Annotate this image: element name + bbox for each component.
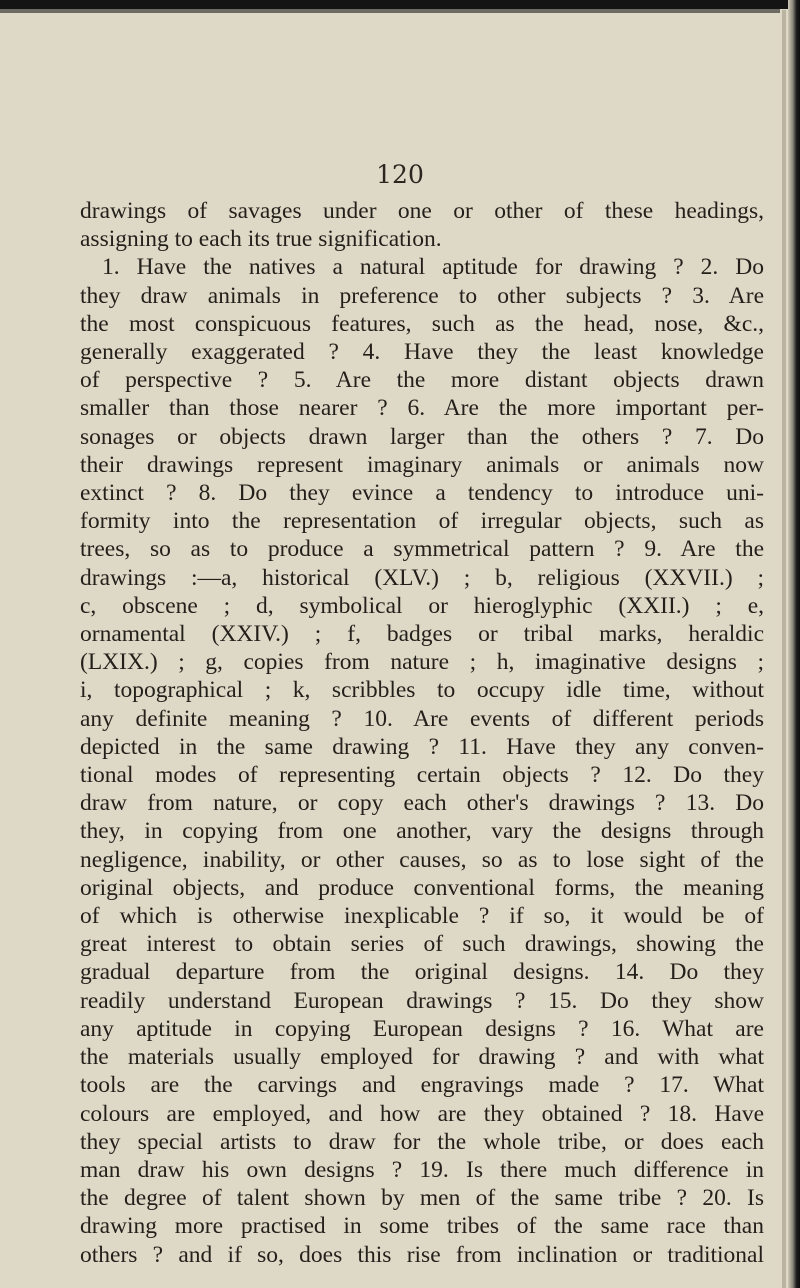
- text-line: smaller than those nearer ? 6. Are the more important per-: [80, 395, 764, 422]
- text-line: formity into the representation of irregular objects, such as: [80, 508, 764, 535]
- text-line: c, obscene ; d, symbolical or hieroglyphic (XXII.) ; e,: [80, 592, 764, 619]
- text-line: of perspective ? 5. Are the more distant objects drawn: [80, 367, 764, 394]
- text-line: original objects, and produce conventional forms, the meaning: [80, 874, 764, 901]
- text-line: trees, so as to produce a symmetrical pattern ? 9. Are the: [80, 536, 764, 563]
- text-line: the most conspicuous features, such as the head, nose, &c.,: [80, 310, 764, 337]
- text-line: i, topographical ; k, scribbles to occupy idle time, without: [80, 677, 764, 704]
- body-text: [80, 197, 764, 1269]
- scan-page-edge: [782, 10, 786, 1288]
- text-line: (LXIX.) ; g, copies from nature ; h, imaginative designs ;: [80, 649, 764, 676]
- text-line: tools are the carvings and engravings made ? 17. What: [80, 1072, 764, 1099]
- text-line: drawings of savages under one or other of these headings,: [80, 198, 764, 224]
- text-line: depicted in the same drawing ? 11. Have they any conven-: [80, 733, 764, 760]
- scan-right-edge: [788, 0, 800, 1288]
- text-line: they, in copying from one another, vary the designs through: [80, 818, 764, 845]
- text-line: assigning to each its true signification.: [80, 226, 442, 253]
- text-line: they special artists to draw for the whole tribe, or does each: [80, 1128, 764, 1155]
- text-line: tional modes of representing certain objects ? 12. Do they: [80, 762, 764, 789]
- text-line: great interest to obtain series of such drawings, showing the: [80, 931, 764, 958]
- text-line: others ? and if so, does this rise from inclination or traditional: [80, 1241, 764, 1268]
- scan-top-shadow: [0, 9, 780, 13]
- text-line: the materials usually employed for drawing ? and with what: [80, 1044, 764, 1071]
- text-line: extinct ? 8. Do they evince a tendency to introduce uni-: [80, 480, 764, 507]
- text-line: readily understand European drawings ? 15. Do they show: [80, 987, 764, 1014]
- text-line: any aptitude in copying European designs ? 16. What are: [80, 1015, 764, 1042]
- text-line: any definite meaning ? 10. Are events of different periods: [80, 705, 764, 732]
- text-line: their drawings represent imaginary animals or animals now: [80, 451, 764, 478]
- text-line: drawing more practised in some tribes of the same race than: [80, 1213, 764, 1240]
- text-line: gradual departure from the original designs. 14. Do they: [80, 959, 764, 986]
- text-line: draw from nature, or copy each other's drawings ? 13. Do: [80, 790, 764, 817]
- page-number: 120: [376, 160, 424, 189]
- text-line: 1. Have the natives a natural aptitude for drawing ? 2. Do: [102, 254, 764, 281]
- text-line: colours are employed, and how are they obtained ? 18. Have: [80, 1100, 764, 1127]
- text-line: man draw his own designs ? 19. Is there much difference in: [80, 1156, 764, 1183]
- text-line: of which is otherwise inexplicable ? if so, it would be of: [80, 903, 764, 930]
- text-line: drawings :—a, historical (XLV.) ; b, religious (XXVII.) ;: [80, 564, 764, 591]
- text-line: generally exaggerated ? 4. Have they the least knowledge: [80, 339, 764, 366]
- text-line: ornamental (XXIV.) ; f, badges or tribal marks, heraldic: [80, 621, 764, 648]
- text-line: they draw animals in preference to other subjects ? 3. Are: [80, 282, 764, 309]
- text-line: the degree of talent shown by men of the same tribe ? 20. Is: [80, 1185, 764, 1212]
- text-line: negligence, inability, or other causes, so as to lose sight of the: [80, 846, 764, 873]
- text-line: sonages or objects drawn larger than the others ? 7. Do: [80, 423, 764, 450]
- scan-top-edge: [0, 0, 790, 9]
